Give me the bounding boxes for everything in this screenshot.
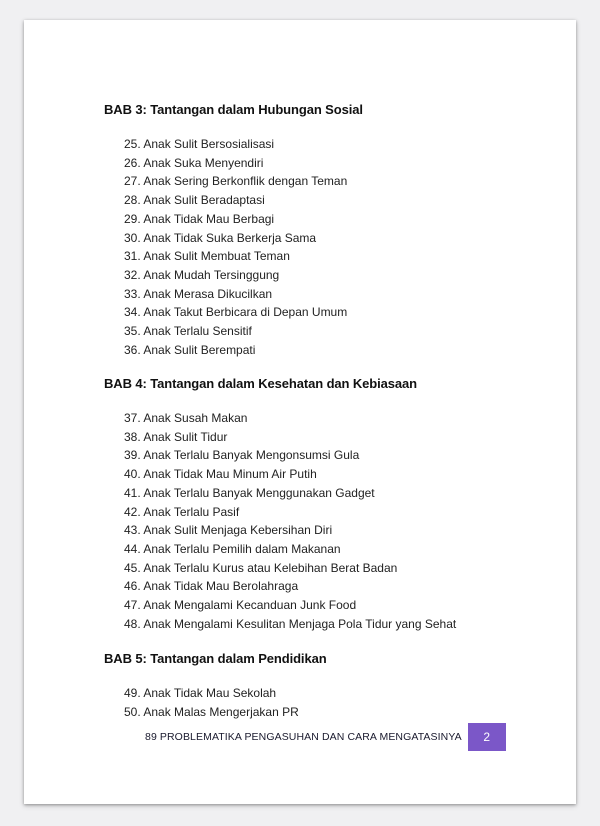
chapter-5-heading: BAB 5: Tantangan dalam Pendidikan: [104, 651, 327, 666]
list-item: 38. Anak Sulit Tidur: [124, 429, 228, 444]
list-item: 34. Anak Takut Berbicara di Depan Umum: [124, 305, 348, 320]
list-item: 43. Anak Sulit Menjaga Kebersihan Diri: [124, 523, 333, 538]
list-item: 41. Anak Terlalu Banyak Menggunakan Gadget: [124, 485, 375, 500]
list-item: 39. Anak Terlalu Banyak Mengonsumsi Gula: [124, 448, 360, 463]
list-item: 46. Anak Tidak Mau Berolahraga: [124, 579, 299, 594]
list-item: 28. Anak Sulit Beradaptasi: [124, 193, 265, 208]
list-item: 50. Anak Malas Mengerjakan PR: [124, 704, 299, 719]
chapter-3-list: [104, 135, 544, 359]
list-item: 37. Anak Susah Makan: [124, 411, 248, 425]
list-item: 42. Anak Terlalu Pasif: [124, 504, 240, 519]
list-item: 44. Anak Terlalu Pemilih dalam Makanan: [124, 541, 341, 556]
list-item: 27. Anak Sering Berkonflik dengan Teman: [124, 174, 348, 189]
list-item: 29. Anak Tidak Mau Berbagi: [124, 211, 275, 226]
list-item: 26. Anak Suka Menyendiri: [124, 155, 264, 170]
list-item: 45. Anak Terlalu Kurus atau Kelebihan Berat Badan: [124, 560, 398, 575]
list-item: 35. Anak Terlalu Sensitif: [124, 324, 252, 339]
chapter-4-section: [104, 376, 544, 633]
chapter-5-list: [104, 684, 544, 721]
list-item: 30. Anak Tidak Suka Berkerja Sama: [124, 230, 317, 245]
chapter-4-list: [104, 409, 544, 633]
chapter-5-section: [104, 651, 544, 721]
chapter-3-heading: BAB 3: Tantangan dalam Hubungan Sosial: [104, 102, 363, 117]
document-page: [24, 20, 576, 804]
footer-book-title: 89 PROBLEMATIKA PENGASUHAN DAN CARA MENGATASINYA: [145, 731, 462, 743]
page-number-badge: 2: [468, 723, 506, 751]
list-item: 33. Anak Merasa Dikucilkan: [124, 286, 273, 301]
list-item: 25. Anak Sulit Bersosialisasi: [124, 137, 275, 151]
list-item: 36. Anak Sulit Berempati: [124, 342, 256, 357]
list-item: 47. Anak Mengalami Kecanduan Junk Food: [124, 598, 357, 613]
list-item: 31. Anak Sulit Membuat Teman: [124, 249, 290, 264]
list-item: 49. Anak Tidak Mau Sekolah: [124, 686, 277, 700]
list-item: 32. Anak Mudah Tersinggung: [124, 267, 280, 282]
list-item: 40. Anak Tidak Mau Minum Air Putih: [124, 467, 317, 482]
chapter-4-heading: BAB 4: Tantangan dalam Kesehatan dan Kebiasaan: [104, 376, 418, 391]
chapter-3-section: [104, 102, 544, 359]
page-footer: [145, 723, 506, 751]
list-item: 48. Anak Mengalami Kesulitan Menjaga Pola Tidur yang Sehat: [124, 616, 457, 631]
